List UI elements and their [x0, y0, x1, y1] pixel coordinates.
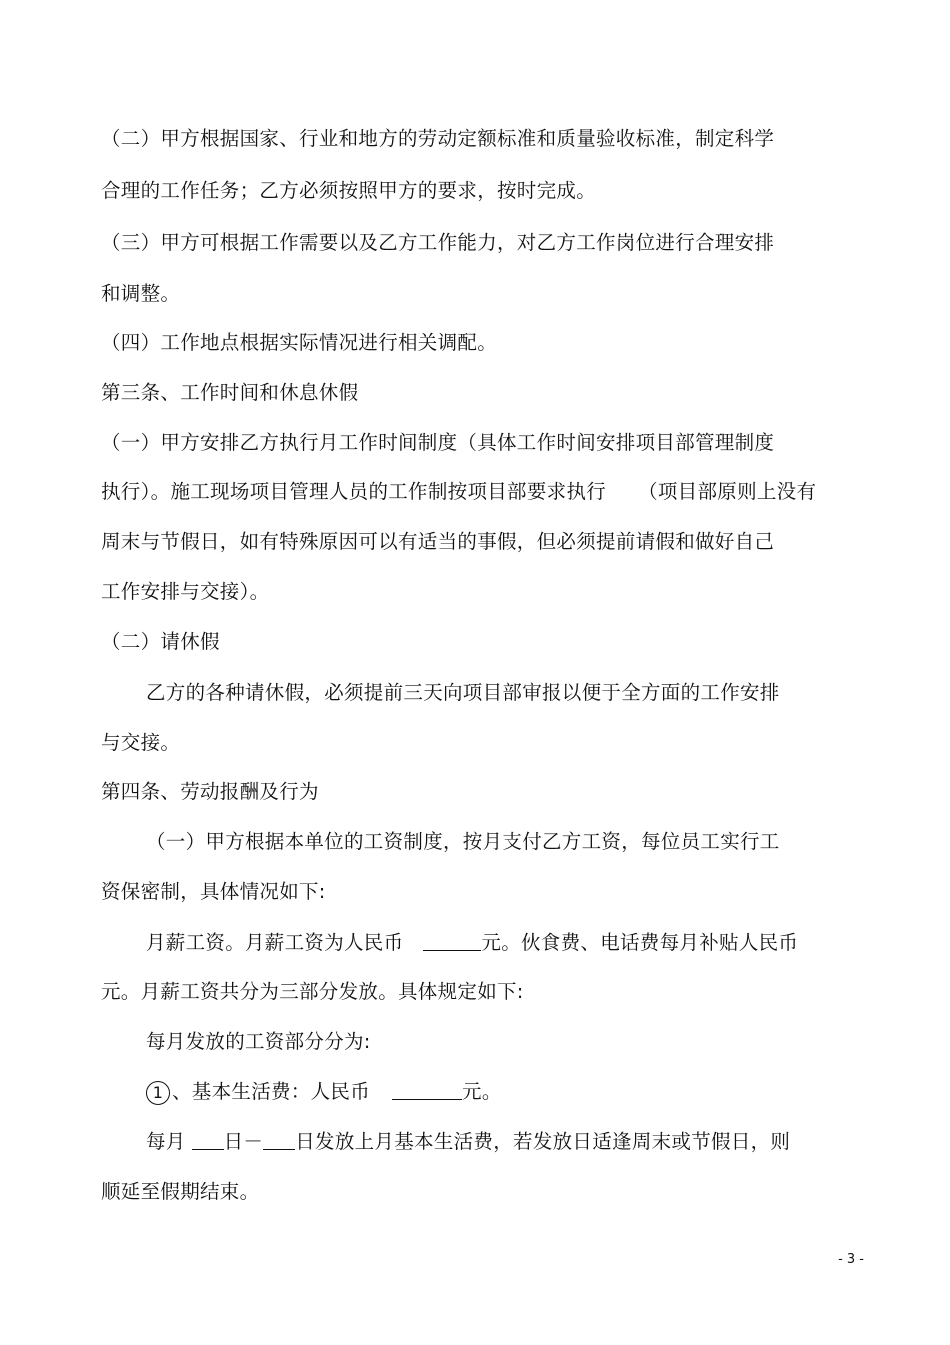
paragraph-line	[146, 1079, 502, 1105]
paragraph-line: 资保密制，具体情况如下:	[101, 880, 326, 903]
section-heading: 第四条、劳动报酬及行为	[101, 780, 319, 803]
page-number: - 3 -	[838, 1252, 864, 1267]
paragraph-line: 合理的工作任务；乙方必须按照甲方的要求，按时完成。	[101, 179, 597, 202]
fill-in-blank	[192, 1129, 224, 1150]
paragraph-line: （四）工作地点根据实际情况进行相关调配。	[101, 331, 498, 354]
text-run: 元。	[462, 1080, 502, 1103]
fill-in-blank	[423, 930, 481, 951]
paragraph-line: 元。月薪工资共分为三部分发放。具体规定如下:	[101, 980, 524, 1003]
text-run: 日－	[223, 1130, 264, 1153]
paragraph-line: （二）请休假	[101, 630, 220, 653]
paragraph-line: 工作安排与交接）。	[101, 580, 270, 603]
paragraph-line: （二）甲方根据国家、行业和地方的劳动定额标准和质量验收标准，制定科学	[101, 127, 775, 150]
paragraph-line	[146, 1129, 790, 1155]
paragraph-line: 周末与节假日，如有特殊原因可以有适当的事假，但必须提前请假和做好自己	[101, 530, 775, 553]
paragraph-line	[146, 930, 798, 956]
fill-in-blank	[392, 1079, 462, 1100]
text-run: 日发放上月基本生活费，若发放日适逢周末或节假日，则	[295, 1130, 791, 1153]
paragraph-line: 和调整。	[101, 282, 181, 305]
paragraph-line: 顺延至假期结束。	[101, 1180, 260, 1203]
paragraph-line: 与交接。	[101, 731, 181, 754]
text-run: 执行）。施工现场项目管理人员的工作制按项目部要求执行	[101, 480, 607, 503]
text-run: （项目部原则上没有	[638, 480, 817, 503]
paragraph-line: （一）甲方安排乙方执行月工作时间制度（具体工作时间安排项目部管理制度	[101, 431, 775, 454]
section-heading: 第三条、工作时间和休息休假	[101, 381, 359, 404]
paragraph-line: （一）甲方根据本单位的工资制度，按月支付乙方工资，每位员工实行工	[146, 830, 780, 853]
paragraph-line: （三）甲方可根据工作需要以及乙方工作能力，对乙方工作岗位进行合理安排	[101, 231, 775, 254]
paragraph-line: 每月发放的工资部分分为:	[146, 1030, 371, 1053]
text-run: 每月	[146, 1130, 186, 1153]
text-run: 月薪工资。月薪工资为人民币	[146, 931, 404, 954]
fill-in-blank	[263, 1129, 295, 1150]
circled-number: 1	[146, 1081, 170, 1105]
text-run: 元。伙食费、电话费每月补贴人民币	[481, 931, 799, 954]
paragraph-line	[101, 479, 816, 505]
text-run: 、基本生活费：人民币	[172, 1080, 371, 1103]
paragraph-line: 乙方的各种请休假，必须提前三天向项目部审报以便于全方面的工作安排	[146, 681, 780, 704]
